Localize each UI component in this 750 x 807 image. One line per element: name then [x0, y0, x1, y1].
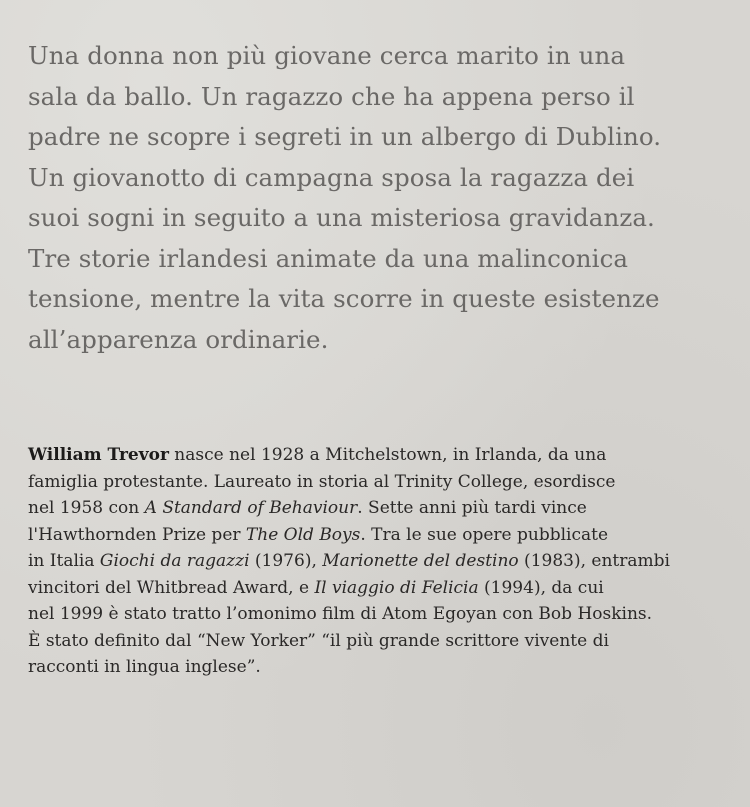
author-name: William Trevor — [28, 445, 169, 465]
book-title: Il viaggio di Felicia — [314, 577, 479, 598]
bio-line: È stato definito dal “New Yorker” “il più grande scrittore vivente di — [28, 630, 609, 651]
bio-line: William Trevor nasce nel 1928 a Mitchelstown, in Irlanda, da una — [28, 445, 607, 465]
synopsis-line: Tre storie irlandesi animate da una malinconica — [28, 243, 629, 273]
synopsis-line: Un giovanotto di campagna sposa la ragazza dei — [28, 162, 635, 192]
bio-line: l'Hawthornden Prize per The Old Boys. Tra le sue opere pubblicate — [28, 524, 609, 545]
bio-line: in Italia Giochi da ragazzi (1976), Marionette del destino (1983), entrambi — [28, 551, 670, 571]
bio-line: vincitori del Whitbread Award, e Il viaggio di Felicia (1994), da cui — [28, 577, 604, 598]
author-bio-paragraph — [28, 442, 743, 681]
bio-line: famiglia protestante. Laureato in storia al Trinity College, esordisce — [28, 471, 616, 492]
synopsis-line: sala da ballo. Un ragazzo che ha appena perso il — [28, 81, 635, 111]
synopsis-line: Una donna non più giovane cerca marito in una — [28, 41, 626, 70]
synopsis-line: suoi sogni in seguito a una misteriosa gravidanza. — [28, 203, 655, 232]
book-title: Marionette del destino — [322, 551, 519, 571]
synopsis-line: padre ne scopre i segreti in un albergo di Dublino. — [28, 122, 662, 151]
book-title: A Standard of Behaviour — [144, 498, 358, 518]
bio-line: nel 1958 con A Standard of Behaviour. Sette anni più tardi vince — [28, 498, 587, 518]
book-title: Giochi da ragazzi — [99, 551, 250, 571]
synopsis-line: tensione, mentre la vita scorre in queste esistenze — [28, 284, 660, 313]
book-title: The Old Boys — [245, 524, 361, 545]
bio-line: racconti in lingua inglese”. — [28, 657, 261, 677]
synopsis-line: all’apparenza ordinarie. — [28, 324, 329, 354]
bio-line: nel 1999 è stato tratto l’omonimo film di Atom Egoyan con Bob Hoskins. — [28, 604, 653, 624]
synopsis-paragraph — [28, 36, 728, 360]
